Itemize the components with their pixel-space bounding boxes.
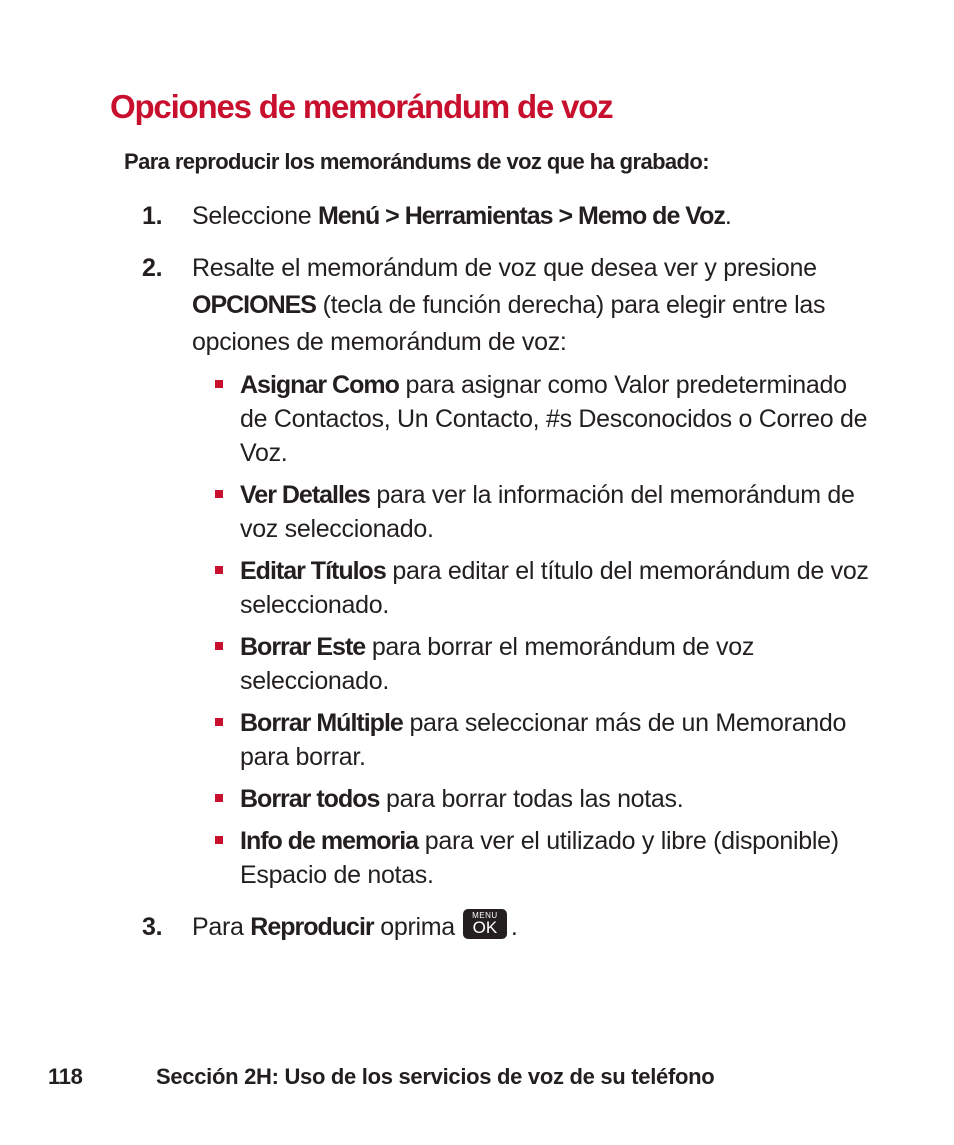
step-text xyxy=(192,250,862,361)
square-bullet-icon xyxy=(215,380,223,388)
page-number: 118 xyxy=(48,1064,83,1089)
step-text-plain: oprima xyxy=(373,913,455,941)
step-number: 2. xyxy=(142,254,163,282)
option-label: Borrar todos xyxy=(240,785,380,813)
page-footer xyxy=(48,1064,715,1090)
key-top-label: MENU xyxy=(472,911,498,920)
option-description: para borrar el memorándum de voz seleccionado. xyxy=(240,633,755,695)
option-label: Borrar Este xyxy=(240,633,366,661)
menu-ok-key-icon xyxy=(463,909,507,939)
step-text-plain: (tecla de función derecha) para elegir entre las opciones de memorándum de voz: xyxy=(192,291,826,356)
menu-path: Menú > Herramientas > Memo de Voz xyxy=(317,202,725,230)
step-text xyxy=(192,198,862,235)
key-main-label: OK xyxy=(472,918,498,937)
square-bullet-icon xyxy=(215,794,223,802)
option-label: Asignar Como xyxy=(240,371,399,399)
square-bullet-icon xyxy=(215,718,223,726)
square-bullet-icon xyxy=(215,836,223,844)
step-text xyxy=(192,909,862,946)
page-title: Opciones de memorándum de voz xyxy=(110,88,613,125)
option-label: Info de memoria xyxy=(240,827,419,855)
square-bullet-icon xyxy=(215,642,223,650)
option-description: para ver el utilizado y libre (disponible) Espacio de notas. xyxy=(240,827,839,889)
step-text-plain: Resalte el memorándum de voz que desea ver y presione xyxy=(192,254,817,282)
option-description: para borrar todas las notas. xyxy=(379,785,684,813)
option-label: Borrar Múltiple xyxy=(240,709,403,737)
action-name: Reproducir xyxy=(250,913,374,941)
softkey-name: OPCIONES xyxy=(192,291,316,319)
option-description: para editar el título del memorándum de voz seleccionado. xyxy=(240,557,869,619)
intro-text: Para reproducir los memorándums de voz que ha grabado: xyxy=(124,149,709,174)
step-number: 1. xyxy=(142,202,163,230)
option-label: Editar Títulos xyxy=(240,557,386,585)
step-text-plain: Para xyxy=(192,913,251,941)
option-description: para ver la información del memorándum de voz seleccionado. xyxy=(240,481,855,543)
option-description: para asignar como Valor predeterminado de Contactos, Un Contacto, #s Desconocidos o Correo de Voz. xyxy=(240,371,868,467)
step-text-plain: . xyxy=(510,913,518,941)
option-label: Ver Detalles xyxy=(240,481,370,509)
section-title: Sección 2H: Uso de los servicios de voz de su teléfono xyxy=(156,1064,715,1089)
option-description: para seleccionar más de un Memorando para borrar. xyxy=(240,709,847,771)
square-bullet-icon xyxy=(215,490,223,498)
square-bullet-icon xyxy=(215,566,223,574)
step-number: 3. xyxy=(142,913,163,941)
step-text-plain: Seleccione xyxy=(192,202,318,230)
step-text-plain: . xyxy=(724,202,732,230)
